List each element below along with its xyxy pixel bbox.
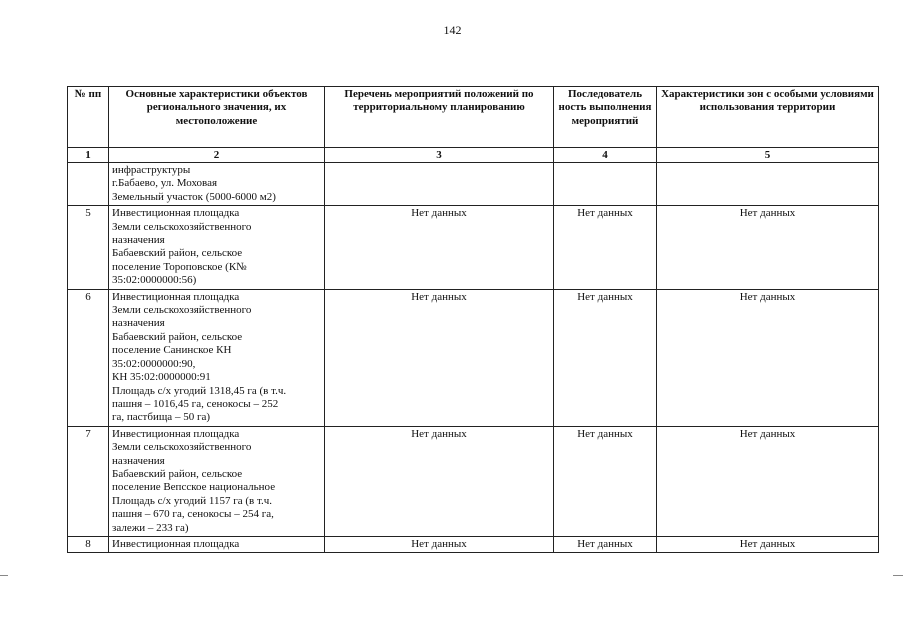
- column-number: 5: [657, 148, 879, 163]
- measures-cell: Нет данных: [325, 206, 554, 289]
- description-line: поселение Вепсское национальное: [112, 481, 276, 494]
- description-line: Бабаевский район, сельское: [112, 330, 243, 343]
- row-number: 6: [68, 289, 109, 426]
- description-line: пашня – 670 га, сенокосы – 254 га,: [112, 508, 274, 521]
- table-row: [68, 163, 879, 206]
- description-line: поселение Санинское КН: [112, 344, 232, 357]
- column-number: 3: [325, 148, 554, 163]
- column-number: 4: [554, 148, 657, 163]
- description-line: Земельный участок (5000-6000 м2): [112, 190, 276, 203]
- margin-mark-right: [893, 575, 903, 576]
- description-line: пашня – 1016,45 га, сенокосы – 252: [112, 397, 279, 410]
- sequence-cell: Нет данных: [554, 206, 657, 289]
- header-number: № пп: [68, 87, 109, 148]
- measures-cell: Нет данных: [325, 426, 554, 536]
- column-number: 1: [68, 148, 109, 163]
- description-line: Площадь с/х угодий 1157 га (в т.ч.: [112, 494, 272, 507]
- table-row: [68, 289, 879, 426]
- page-number: 142: [443, 23, 462, 37]
- description-line: Площадь с/х угодий 1318,45 га (в т.ч.: [112, 384, 287, 397]
- description-line: Земли сельскохозяйственного: [112, 441, 252, 454]
- description-line: га, пастбища – 50 га): [112, 411, 210, 424]
- description-line: Инвестиционная площадка: [112, 207, 240, 220]
- zones-cell: Нет данных: [657, 426, 879, 536]
- table-row: [68, 536, 879, 552]
- column-number-row: [68, 148, 879, 163]
- sequence-cell: Нет данных: [554, 289, 657, 426]
- sequence-cell: Нет данных: [554, 426, 657, 536]
- description-line: Инвестиционная площадка: [112, 427, 240, 440]
- row-number: 7: [68, 426, 109, 536]
- header-characteristics: Основные характеристики объектов регионального значения, их местоположение: [109, 87, 325, 148]
- description-line: 35:02:0000000:56): [112, 274, 197, 287]
- table-body: [68, 163, 879, 553]
- description-line: Бабаевский район, сельское: [112, 467, 243, 480]
- description-line: 35:02:0000000:90,: [112, 357, 196, 370]
- object-description: [109, 206, 325, 289]
- zones-cell: Нет данных: [657, 206, 879, 289]
- description-line: Земли сельскохозяйственного: [112, 220, 252, 233]
- header-row: [68, 87, 879, 148]
- table-row: [68, 206, 879, 289]
- description-line: КН 35:02:0000000:91: [112, 371, 211, 384]
- object-description: [109, 289, 325, 426]
- measures-cell: Нет данных: [325, 536, 554, 552]
- zones-cell: Нет данных: [657, 536, 879, 552]
- description-line: залежи – 233 га): [112, 521, 189, 534]
- description-line: г.Бабаево, ул. Моховая: [112, 177, 218, 190]
- row-number: 5: [68, 206, 109, 289]
- description-line: Инвестиционная площадка: [112, 290, 240, 303]
- description-line: Земли сельскохозяйственного: [112, 304, 252, 317]
- object-description: [109, 536, 325, 552]
- header-zones: Характеристики зон с особыми условиями использования территории: [657, 87, 879, 148]
- row-number: [68, 163, 109, 206]
- object-description: [109, 163, 325, 206]
- description-line: поселение Тороповское (К№: [112, 260, 247, 273]
- sequence-cell: [554, 163, 657, 206]
- zones-cell: [657, 163, 879, 206]
- zones-cell: Нет данных: [657, 289, 879, 426]
- description-line: назначения: [112, 454, 165, 467]
- planning-table: [67, 86, 879, 553]
- measures-cell: [325, 163, 554, 206]
- description-line: Инвестиционная площадка: [112, 537, 240, 550]
- description-line: инфраструктуры: [112, 164, 191, 176]
- margin-mark-left: [0, 575, 8, 576]
- row-number: 8: [68, 536, 109, 552]
- header-sequence: Последователь ность выполнения мероприятий: [554, 87, 657, 148]
- header-measures: Перечень мероприятий положений по территориальному планированию: [325, 87, 554, 148]
- measures-cell: Нет данных: [325, 289, 554, 426]
- description-line: Бабаевский район, сельское: [112, 247, 243, 260]
- description-line: назначения: [112, 317, 165, 330]
- description-line: назначения: [112, 234, 165, 247]
- table-row: [68, 426, 879, 536]
- column-number: 2: [109, 148, 325, 163]
- sequence-cell: Нет данных: [554, 536, 657, 552]
- object-description: [109, 426, 325, 536]
